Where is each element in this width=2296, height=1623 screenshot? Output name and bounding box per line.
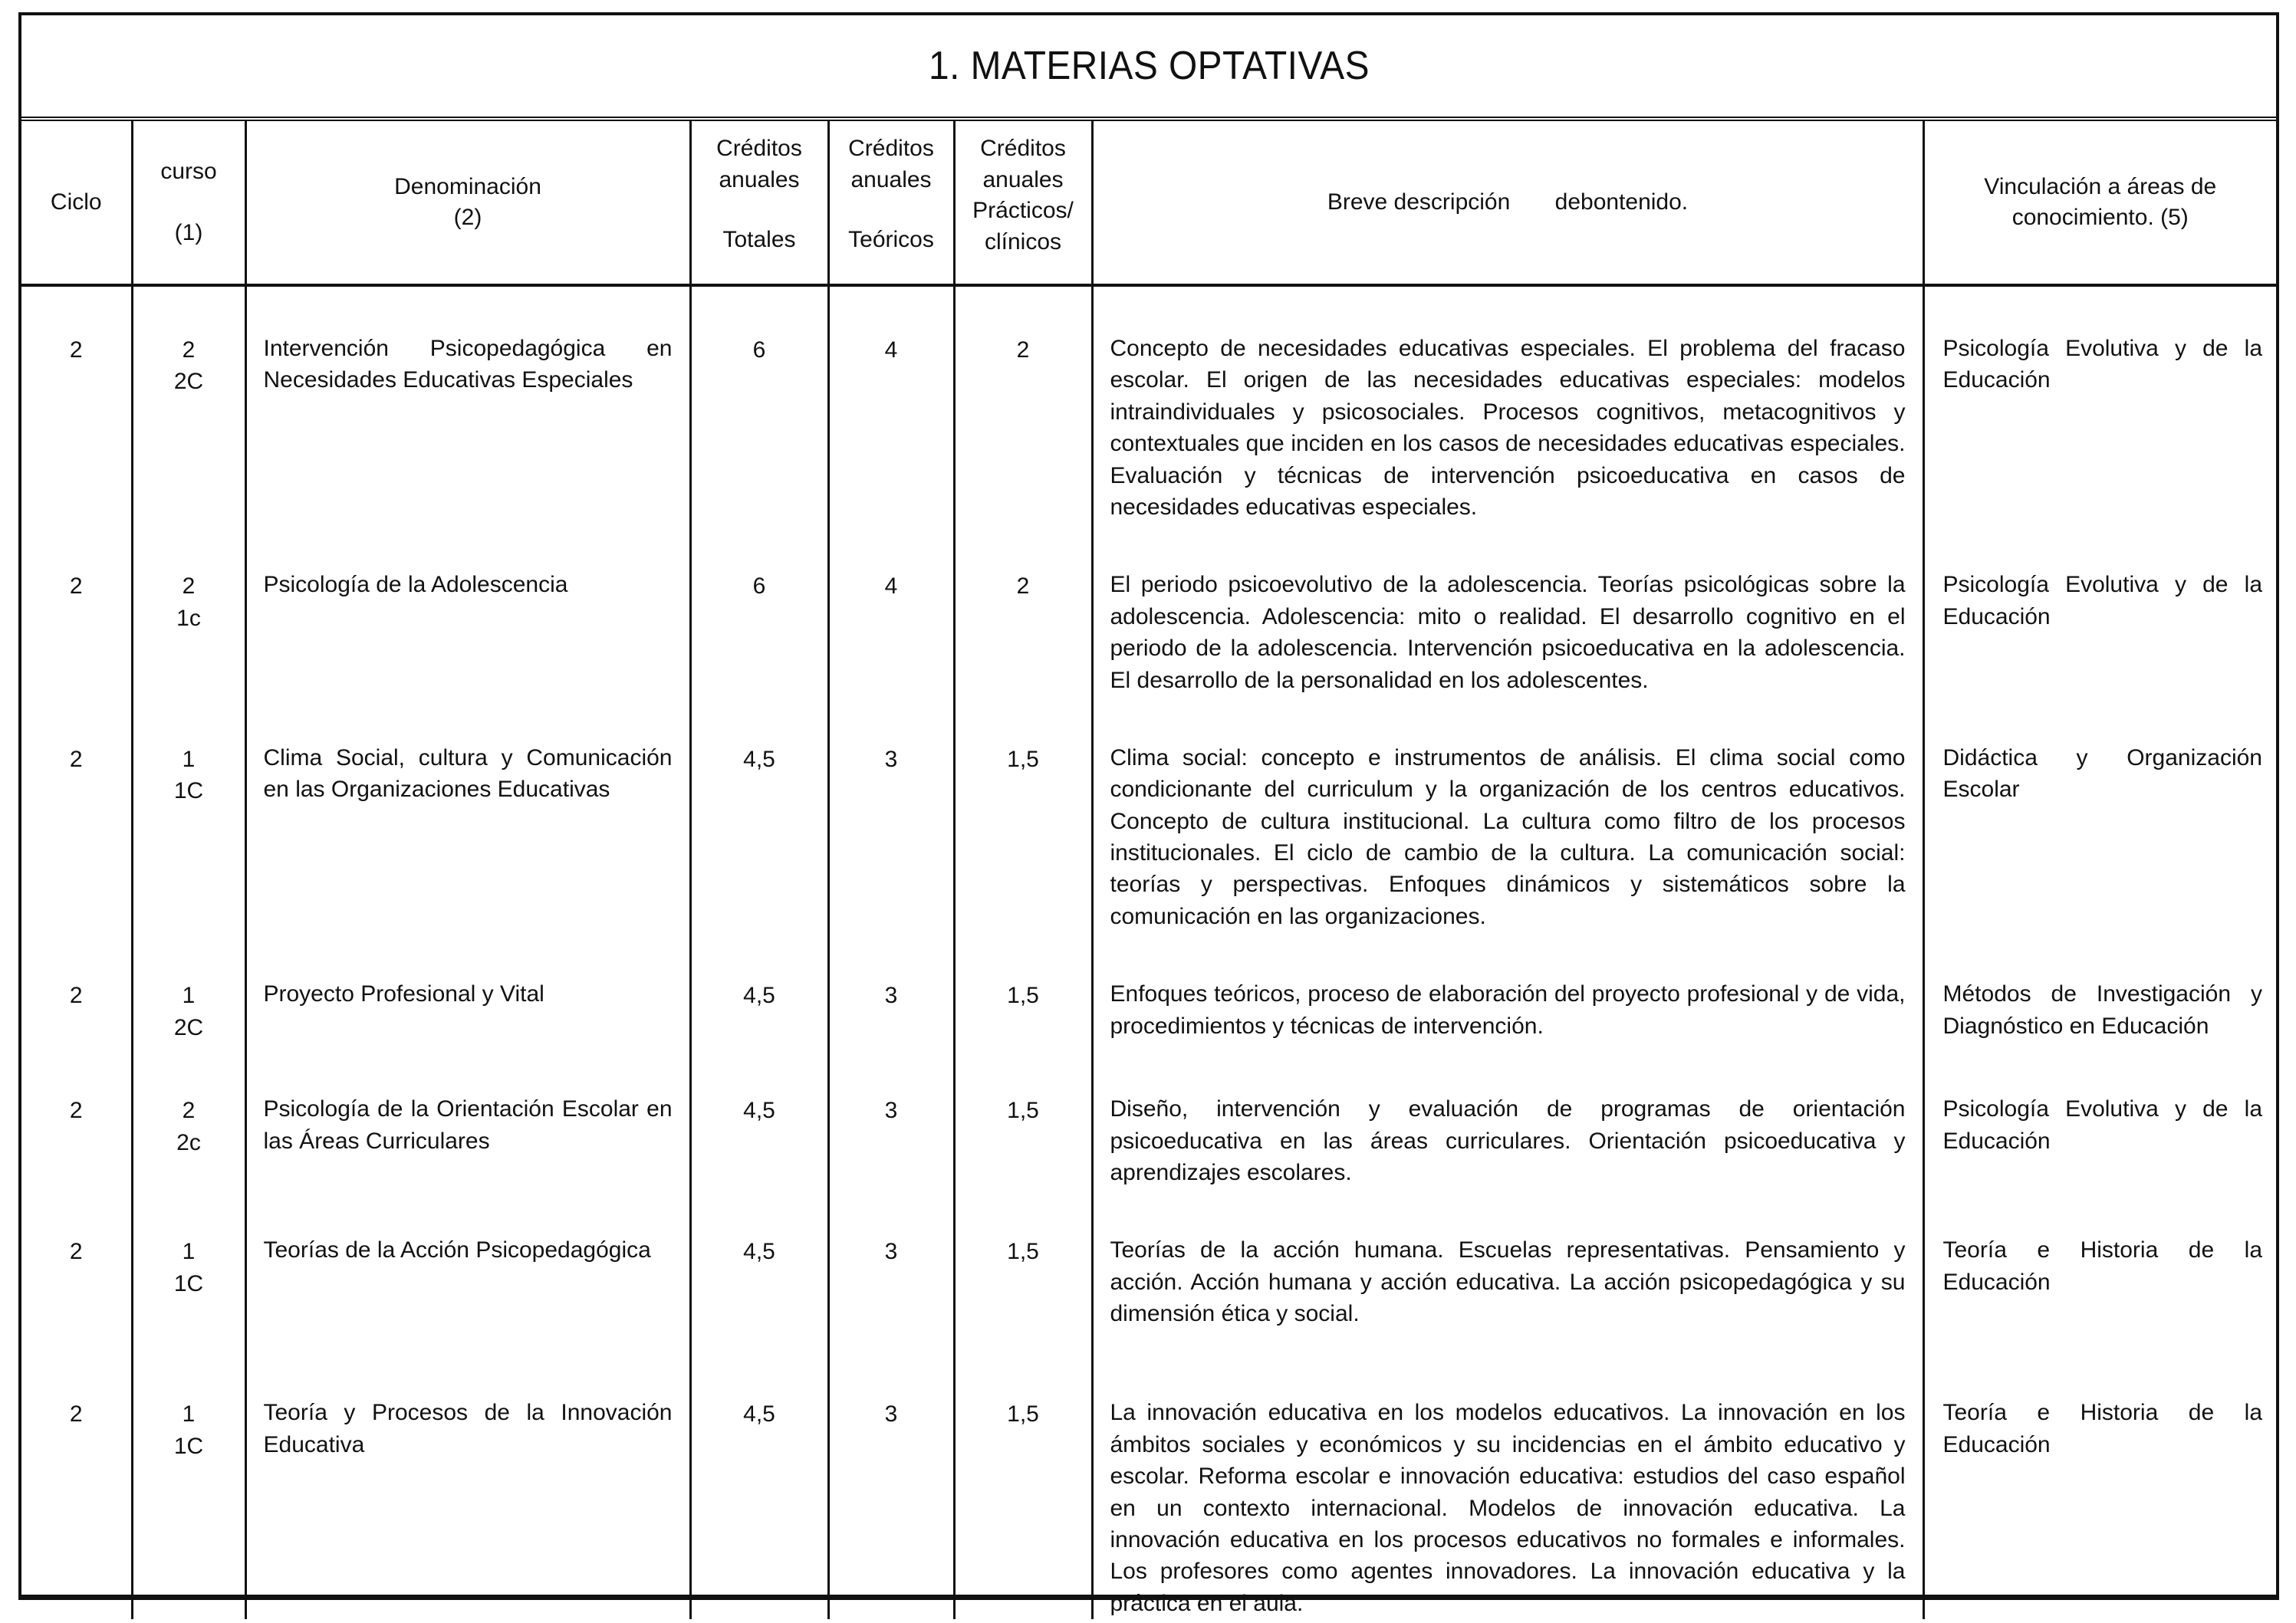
cell-creditos-practicos: 1,5 — [954, 1188, 1092, 1351]
cell-creditos-teoricos: 3 — [828, 932, 954, 1047]
table-row — [21, 1351, 2276, 1619]
cell-descripcion: El periodo psicoevolutivo de la adolescencia. Teorías psicológicas sobre la adolescencia. Adolescencia: mito o realidad. El desarrollo cognitivo en el periodo de la adolescencia. Intervención psicoeducativa en la adolescencia. El desarrollo de la personalidad en los adolescentes. — [1092, 523, 1923, 696]
cell-denominacion: Proyecto Profesional y Vital — [245, 932, 690, 1047]
curso-value: 2 — [182, 573, 196, 600]
cell-area: Psicología Evolutiva y de la Educación — [1923, 523, 2276, 696]
cell-area: Teoría e Historia de la Educación — [1923, 1351, 2276, 1619]
cell-curso — [132, 932, 245, 1047]
cuatrimestre-value: 1C — [173, 1270, 204, 1296]
cell-descripcion: Enfoques teóricos, proceso de elaboración del proyecto profesional y de vida, procedimientos y técnicas de intervención. — [1092, 932, 1923, 1047]
cell-creditos-totales: 4,5 — [690, 932, 828, 1047]
cell-area: Psicología Evolutiva y de la Educación — [1923, 285, 2276, 523]
cell-creditos-practicos: 1,5 — [954, 1351, 1092, 1619]
cell-creditos-totales: 4,5 — [690, 1188, 828, 1351]
header-denominacion — [245, 121, 690, 285]
cell-curso — [132, 1351, 245, 1619]
materias-optativas-sheet — [18, 12, 2279, 1616]
cell-creditos-totales: 4,5 — [690, 1047, 828, 1188]
header-creditos-totales — [690, 121, 828, 285]
header-creditos-practicos — [954, 121, 1092, 285]
cell-ciclo: 2 — [69, 573, 83, 600]
bottom-rule — [18, 1598, 2279, 1600]
header-ciclo: Ciclo — [21, 121, 132, 285]
cell-creditos-totales: 4,5 — [690, 696, 828, 932]
header-creditos-teoricos — [828, 121, 954, 285]
cell-creditos-teoricos: 4 — [828, 285, 954, 523]
header-practicos-label: Créditos anuales Prácticos/ clínicos — [972, 136, 1074, 255]
header-curso-note: (1) — [174, 220, 203, 245]
cell-descripcion: La innovación educativa en los modelos educativos. La innovación en los ámbitos sociales y económicos y su incidencias en el ámbito educativo y escolar. Reforma escolar e innovación educativa: estudios del caso español en un contexto internacional. Modelos de innovación educativa. La innovación educativa en los procesos educativos no formales e informales. Los profesores como agentes innovadores. La innovación educativa y la práctica en el aula. — [1092, 1351, 1923, 1619]
cell-creditos-totales: 4,5 — [690, 1351, 828, 1619]
cell-ciclo: 2 — [69, 983, 83, 1009]
header-teoricos-label: Créditos anuales — [848, 136, 934, 192]
header-denominacion-label: Denominación — [394, 173, 541, 199]
cell-creditos-teoricos: 3 — [828, 1188, 954, 1351]
cell-denominacion: Intervención Psicopedagógica en Necesidades Educativas Especiales — [245, 285, 690, 523]
cell-curso — [132, 696, 245, 932]
cell-curso — [132, 1047, 245, 1188]
header-descripcion: Breve descripción debontenido. — [1092, 121, 1923, 285]
cell-curso — [132, 523, 245, 696]
header-totales-sublabel: Totales — [722, 227, 796, 252]
table-row — [21, 523, 2276, 696]
cell-denominacion: Psicología de la Orientación Escolar en las Áreas Curriculares — [245, 1047, 690, 1188]
cell-creditos-teoricos: 4 — [828, 523, 954, 696]
cell-descripcion: Teorías de la acción humana. Escuelas representativas. Pensamiento y acción. Acción humana y acción educativa. La acción psicopedagógica y su dimensión ética y social. — [1092, 1188, 1923, 1351]
cuatrimestre-value: 1C — [173, 778, 204, 804]
cell-denominacion: Teorías de la Acción Psicopedagógica — [245, 1188, 690, 1351]
cell-ciclo: 2 — [69, 337, 83, 363]
curso-value: 1 — [182, 1239, 196, 1265]
table-row — [21, 932, 2276, 1047]
cell-creditos-practicos: 1,5 — [954, 1047, 1092, 1188]
cell-curso — [132, 285, 245, 523]
curso-value: 1 — [182, 1401, 196, 1428]
table-row — [21, 1047, 2276, 1188]
header-row — [21, 121, 2276, 285]
cuatrimestre-value: 1C — [173, 1433, 204, 1459]
cell-creditos-teoricos: 3 — [828, 1351, 954, 1619]
cuatrimestre-value: 1c — [176, 605, 201, 631]
cell-descripcion: Diseño, intervención y evaluación de programas de orientación psicoeducativa en las áreas curriculares. Orientación psicoeducativa y aprendizajes escolares. — [1092, 1047, 1923, 1188]
cell-ciclo: 2 — [69, 746, 83, 772]
cuatrimestre-value: 2C — [173, 369, 204, 395]
title-bar — [21, 15, 2276, 121]
header-denominacion-note: (2) — [453, 205, 482, 230]
cell-creditos-practicos: 2 — [954, 523, 1092, 696]
header-totales-label: Créditos anuales — [716, 136, 802, 192]
header-vinculacion: Vinculación a áreas de conocimiento. (5) — [1923, 121, 2276, 285]
header-teoricos-sublabel: Teóricos — [848, 227, 934, 252]
page-title: 1. MATERIAS OPTATIVAS — [928, 44, 1370, 88]
cell-descripcion: Concepto de necesidades educativas especiales. El problema del fracaso escolar. El origen de las necesidades educativas especiales: modelos intraindividuales y psicosociales. Procesos cognitivos, metacognitivos y contextuales que inciden en los casos de necesidades educativas especiales. Evaluación y técnicas de intervención psicoeducativa en casos de necesidades educativas especiales. — [1092, 285, 1923, 523]
cell-ciclo: 2 — [69, 1401, 83, 1428]
cuatrimestre-value: 2c — [176, 1129, 201, 1155]
cuatrimestre-value: 2C — [173, 1014, 204, 1040]
table-row — [21, 285, 2276, 523]
curso-value: 2 — [182, 337, 196, 363]
curso-value: 2 — [182, 1098, 196, 1124]
subjects-table — [21, 121, 2276, 1619]
cell-denominacion: Psicología de la Adolescencia — [245, 523, 690, 696]
cell-creditos-totales: 6 — [690, 285, 828, 523]
cell-ciclo: 2 — [69, 1098, 83, 1124]
cell-area: Teoría e Historia de la Educación — [1923, 1188, 2276, 1351]
cell-ciclo: 2 — [69, 1239, 83, 1265]
table-row — [21, 696, 2276, 932]
cell-area: Métodos de Investigación y Diagnóstico en Educación — [1923, 932, 2276, 1047]
cell-creditos-teoricos: 3 — [828, 696, 954, 932]
cell-denominacion: Teoría y Procesos de la Innovación Educativa — [245, 1351, 690, 1619]
cell-denominacion: Clima Social, cultura y Comunicación en las Organizaciones Educativas — [245, 696, 690, 932]
cell-descripcion: Clima social: concepto e instrumentos de análisis. El clima social como condicionante del curriculum y la organización de los centros educativos. Concepto de cultura institucional. La cultura como filtro de los procesos institucionales. El ciclo de cambio de la cultura. La comunicación social: teorías y perspectivas. Enfoques dinámicos y sistemáticos sobre la comunicación en las organizaciones. — [1092, 696, 1923, 932]
curso-value: 1 — [182, 983, 196, 1009]
cell-creditos-practicos: 1,5 — [954, 696, 1092, 932]
cell-area: Psicología Evolutiva y de la Educación — [1923, 1047, 2276, 1188]
cell-curso — [132, 1188, 245, 1351]
header-curso — [132, 121, 245, 285]
cell-creditos-teoricos: 3 — [828, 1047, 954, 1188]
cell-creditos-totales: 6 — [690, 523, 828, 696]
table-row — [21, 1188, 2276, 1351]
header-curso-label: curso — [160, 158, 217, 184]
curso-value: 1 — [182, 746, 196, 772]
cell-creditos-practicos: 2 — [954, 285, 1092, 523]
cell-area: Didáctica y Organización Escolar — [1923, 696, 2276, 932]
cell-creditos-practicos: 1,5 — [954, 932, 1092, 1047]
